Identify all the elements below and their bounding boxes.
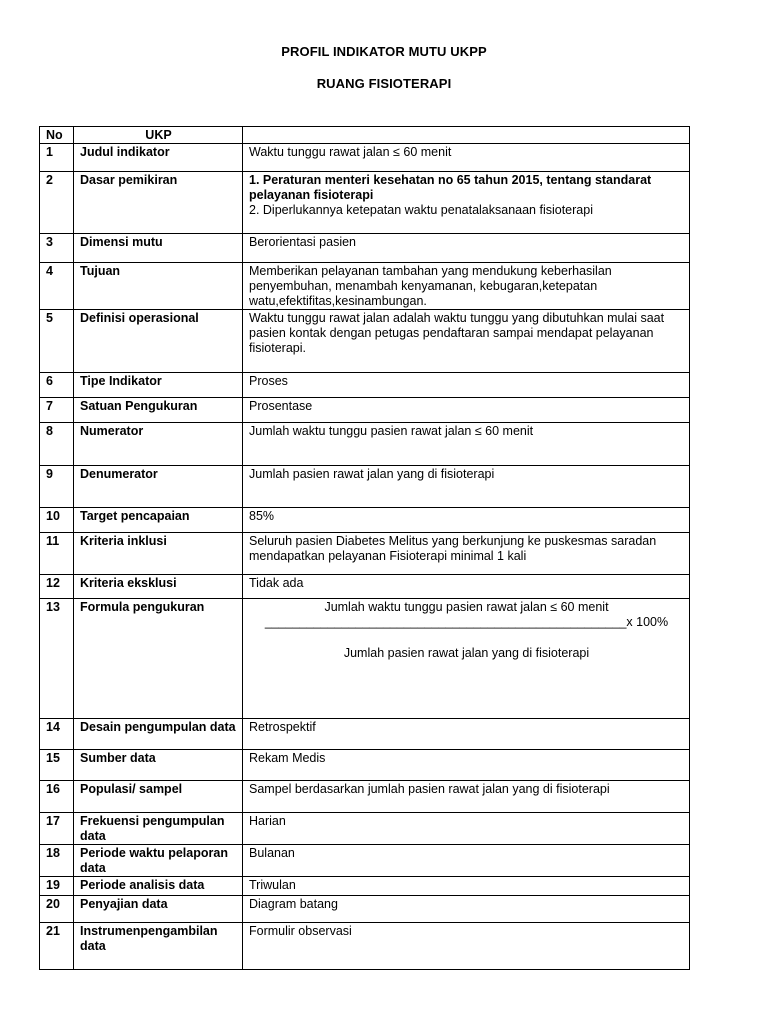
row-number: 21 [40, 923, 74, 970]
row-number: 4 [40, 263, 74, 310]
row-number: 7 [40, 398, 74, 423]
row-value-normal: 2. Diperlukannya ketepatan waktu penatalaksanaan fisioterapi [249, 203, 593, 217]
row-value [243, 172, 690, 234]
row-value: Formulir observasi [243, 923, 690, 970]
table-header-row [40, 127, 690, 144]
row-value: Seluruh pasien Diabetes Melitus yang berkunjung ke puskesmas saradan mendapatkan pelayanan Fisioterapi minimal 1 kali [243, 533, 690, 575]
row-label: Kriteria eksklusi [74, 575, 243, 599]
row-label: Formula pengukuran [74, 599, 243, 719]
table-row [40, 172, 690, 234]
row-value: Memberikan pelayanan tambahan yang mendukung keberhasilan penyembuhan, menambah kenyamanan, kebugaran,ketepatan watu,efektifitas,kesinambungan. [243, 263, 690, 310]
table-row [40, 896, 690, 923]
formula-fraction-line: ____________________________________________________x 100% [264, 615, 669, 629]
formula-denominator: Jumlah pasien rawat jalan yang di fisioterapi [343, 646, 590, 660]
row-label: Frekuensi pengumpulan data [74, 813, 243, 845]
row-label: Definisi operasional [74, 310, 243, 373]
row-number: 9 [40, 466, 74, 508]
row-value: Jumlah waktu tunggu pasien rawat jalan ≤ 60 menit [243, 423, 690, 466]
row-value: Prosentase [243, 398, 690, 423]
row-value: Bulanan [243, 845, 690, 877]
row-label: Kriteria inklusi [74, 533, 243, 575]
table-row [40, 845, 690, 877]
document-title: PROFIL INDIKATOR MUTU UKPP [281, 44, 487, 59]
row-number: 10 [40, 508, 74, 533]
row-number: 18 [40, 845, 74, 877]
row-label: Tujuan [74, 263, 243, 310]
row-label: Target pencapaian [74, 508, 243, 533]
table-row [40, 599, 690, 719]
row-number: 3 [40, 234, 74, 263]
table-row [40, 466, 690, 508]
formula-cell [243, 599, 690, 719]
row-number: 15 [40, 750, 74, 781]
row-number: 5 [40, 310, 74, 373]
row-value-bold: 1. Peraturan menteri kesehatan no 65 tahun 2015, tentang standarat pelayanan fisioterapi [249, 173, 652, 202]
table-row [40, 719, 690, 750]
row-number: 12 [40, 575, 74, 599]
row-label: Judul indikator [74, 144, 243, 172]
row-number: 6 [40, 373, 74, 398]
row-number: 16 [40, 781, 74, 813]
table-row [40, 533, 690, 575]
indicator-profile-table [39, 126, 690, 970]
row-value: Rekam Medis [243, 750, 690, 781]
row-label: Tipe Indikator [74, 373, 243, 398]
table-row [40, 877, 690, 896]
table-row [40, 781, 690, 813]
table-row [40, 144, 690, 172]
table-row [40, 310, 690, 373]
row-label: Denumerator [74, 466, 243, 508]
row-number: 13 [40, 599, 74, 719]
row-value: Sampel berdasarkan jumlah pasien rawat jalan yang di fisioterapi [243, 781, 690, 813]
row-label: Sumber data [74, 750, 243, 781]
table-row [40, 373, 690, 398]
row-label: Desain pengumpulan data [74, 719, 243, 750]
table-row [40, 234, 690, 263]
row-number: 1 [40, 144, 74, 172]
row-label: Dasar pemikiran [74, 172, 243, 234]
table-row [40, 813, 690, 845]
table-row [40, 575, 690, 599]
row-value: Tidak ada [243, 575, 690, 599]
row-value: Berorientasi pasien [243, 234, 690, 263]
row-label: Periode waktu pelaporan data [74, 845, 243, 877]
row-value: Retrospektif [243, 719, 690, 750]
row-number: 8 [40, 423, 74, 466]
table-row [40, 398, 690, 423]
row-value: Triwulan [243, 877, 690, 896]
row-value: Waktu tunggu rawat jalan ≤ 60 menit [243, 144, 690, 172]
row-label: Periode analisis data [74, 877, 243, 896]
row-label: Penyajian data [74, 896, 243, 923]
row-value: Proses [243, 373, 690, 398]
row-value: Waktu tunggu rawat jalan adalah waktu tunggu yang dibutuhkan mulai saat pasien kontak dengan petugas pendaftaran sampai mendapat pelayanan fisioterapi. [243, 310, 690, 373]
row-value: 85% [243, 508, 690, 533]
row-label: Populasi/ sampel [74, 781, 243, 813]
row-label: Satuan Pengukuran [74, 398, 243, 423]
row-value: Diagram batang [243, 896, 690, 923]
row-label: Numerator [74, 423, 243, 466]
table-row [40, 263, 690, 310]
table-row [40, 508, 690, 533]
header-empty [243, 127, 690, 144]
formula-numerator: Jumlah waktu tunggu pasien rawat jalan ≤ 60 menit [324, 600, 609, 614]
row-number: 14 [40, 719, 74, 750]
row-label: Dimensi mutu [74, 234, 243, 263]
header-ukp: UKP [74, 127, 243, 144]
row-label: Instrumenpengambilan data [74, 923, 243, 970]
table-row [40, 923, 690, 970]
table-row [40, 750, 690, 781]
header-no: No [40, 127, 74, 144]
row-number: 11 [40, 533, 74, 575]
table-row [40, 423, 690, 466]
row-number: 20 [40, 896, 74, 923]
document-subtitle: RUANG FISIOTERAPI [316, 76, 452, 91]
row-value: Jumlah pasien rawat jalan yang di fisioterapi [243, 466, 690, 508]
row-number: 2 [40, 172, 74, 234]
row-number: 19 [40, 877, 74, 896]
row-value: Harian [243, 813, 690, 845]
row-number: 17 [40, 813, 74, 845]
